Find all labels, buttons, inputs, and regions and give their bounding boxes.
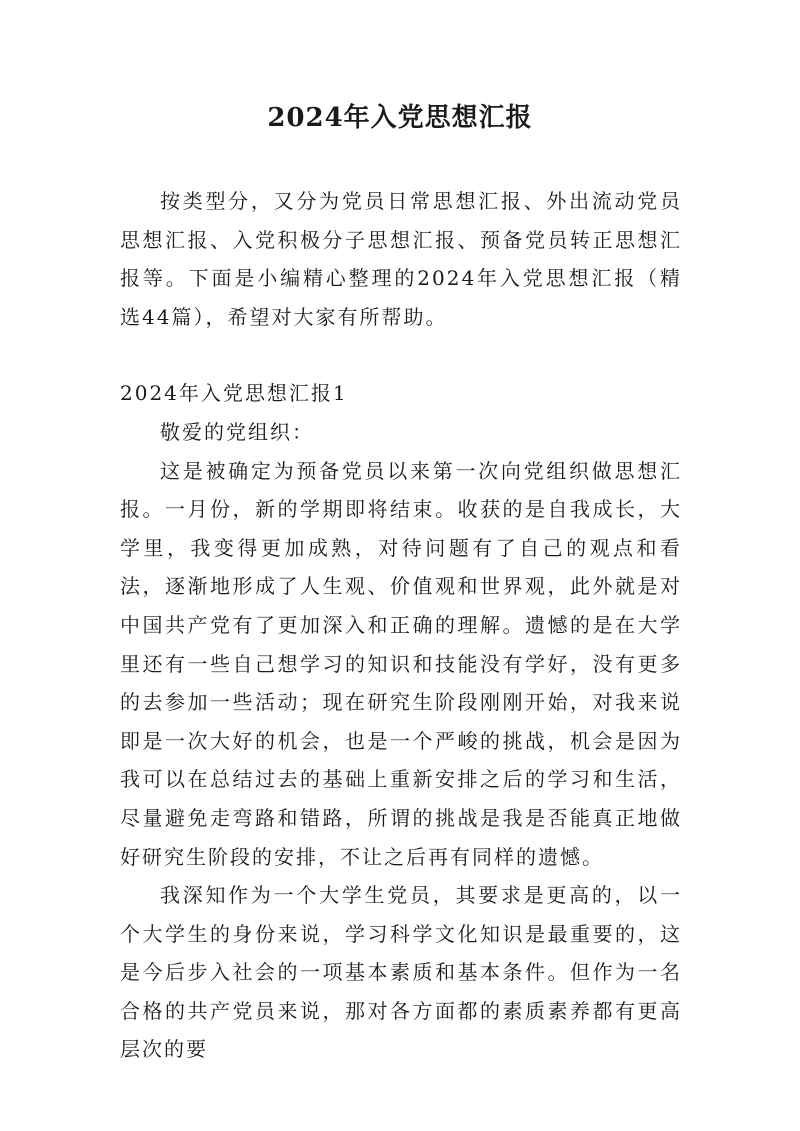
intro-paragraph: 按类型分，又分为党员日常思想汇报、外出流动党员思想汇报、入党积极分子思想汇报、预备党员转正思想汇报等。下面是小编精心整理的2024年入党思想汇报（精选44篇），希望对大家有所帮助。 (120, 189, 682, 329)
body-paragraph-2: 我深知作为一个大学生党员，其要求是更高的，以一个大学生的身份来说，学习科学文化知识是最重要的，这是今后步入社会的一项基本素质和基本条件。但作为一名合格的共产党员来说，那对各方面都的素质素养都有更高层次的要 (120, 883, 682, 1062)
section-heading: 2024年入党思想汇报1 (120, 381, 348, 406)
document-body (120, 182, 682, 1069)
body-paragraph-1: 这是被确定为预备党员以来第一次向党组织做思想汇报。一月份，新的学期即将结束。收获的是自我成长，大学里，我变得更加成熟，对待问题有了自己的观点和看法，逐渐地形成了人生观、价值观和世界观，此外就是对中国共产党有了更加深入和正确的理解。遗憾的是在大学里还有一些自己想学习的知识和技能没有学好，没有更多的去参加一些活动；现在研究生阶段刚刚开始，对我来说即是一次大好的机会，也是一个严峻的挑战，机会是因为我可以在总结过去的基础上重新安排之后的学习和生活，尽量避免走弯路和错路，所谓的挑战是我是否能真正地做好研究生阶段的安排，不让之后再有同样的遗憾。 (120, 458, 682, 869)
salutation: 敬爱的党组织： (160, 419, 314, 444)
document-title: 2024年入党思想汇报 (267, 103, 533, 133)
